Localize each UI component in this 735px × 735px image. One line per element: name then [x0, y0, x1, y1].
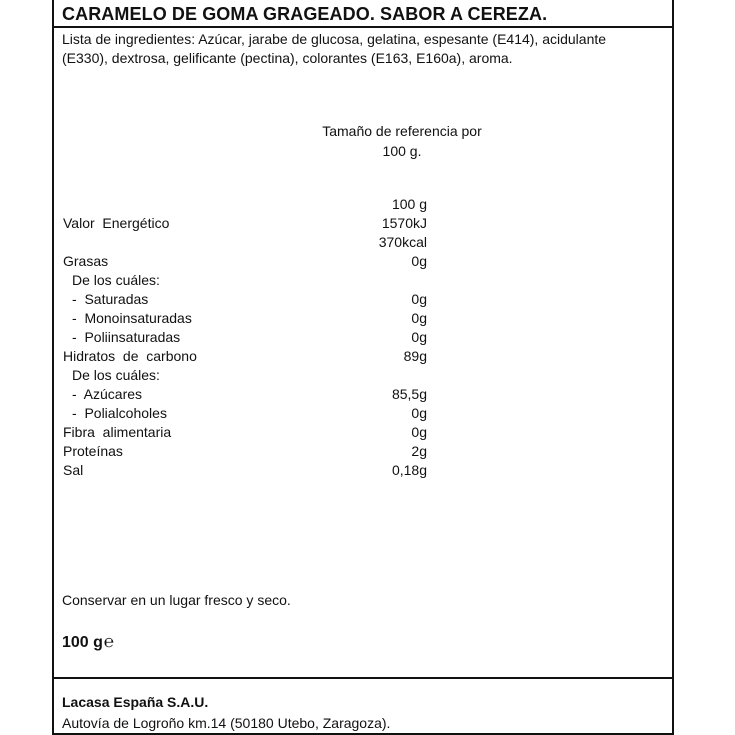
reference-header — [272, 121, 532, 161]
table-row — [0, 271, 735, 290]
nutrient-label: Hidratos de carbono — [63, 348, 197, 364]
nutrient-label: - Poliinsaturadas — [72, 329, 181, 345]
table-row — [0, 328, 735, 347]
nutrient-value: 89g — [403, 348, 427, 364]
nutrient-value: 0g — [411, 405, 427, 421]
table-row — [0, 290, 735, 309]
nutrient-label: Proteínas — [63, 443, 123, 459]
company-address: Autovía de Logroño km.14 (50180 Utebo, Zaragoza). — [62, 715, 391, 731]
table-row — [0, 404, 735, 423]
nutrient-value: 2g — [411, 443, 427, 459]
company-name: Lacasa España S.A.U. — [62, 694, 209, 710]
table-row — [0, 461, 735, 480]
table-row — [0, 309, 735, 328]
nutrient-label: Sal — [63, 462, 84, 478]
nutrient-label: Fibra alimentaria — [63, 424, 172, 440]
table-row — [0, 423, 735, 442]
nutrient-value: 0g — [411, 424, 427, 440]
table-row — [0, 442, 735, 461]
nutrition-column-header: 100 g — [391, 196, 427, 212]
nutrient-label: - Saturadas — [72, 291, 149, 307]
nutrient-value: 0g — [411, 291, 427, 307]
nutrient-value: 1570kJ — [381, 215, 427, 231]
table-row — [0, 347, 735, 366]
title-divider — [54, 26, 672, 28]
nutrient-label: De los cuáles: — [72, 272, 160, 288]
net-weight-value: 100 g — [62, 634, 103, 651]
table-row — [0, 252, 735, 271]
table-row — [0, 233, 735, 252]
nutrient-label: Valor Energético — [63, 215, 170, 231]
nutrient-label: Grasas — [63, 253, 109, 269]
nutrient-value: 0,18g — [391, 462, 427, 478]
net-weight — [62, 632, 114, 652]
reference-line-2: 100 g. — [382, 143, 422, 159]
nutrition-column-header-row — [0, 195, 735, 214]
nutrient-value: 370kcal — [378, 234, 427, 250]
storage-instructions: Conservar en un lugar fresco y seco. — [62, 592, 291, 608]
nutrient-label: De los cuáles: — [72, 367, 160, 383]
nutrient-value: 0g — [411, 253, 427, 269]
table-row — [0, 385, 735, 404]
nutrient-value: 0g — [411, 310, 427, 326]
table-row — [0, 214, 735, 233]
nutrient-value: 85,5g — [391, 386, 427, 402]
table-row — [0, 366, 735, 385]
product-title: CARAMELO DE GOMA GRAGEADO. SABOR A CEREZA. — [62, 4, 548, 24]
nutrient-label: - Azúcares — [72, 386, 143, 402]
footer-divider — [54, 677, 672, 679]
reference-line-1: Tamaño de referencia por — [322, 123, 482, 139]
nutrient-value: 0g — [411, 329, 427, 345]
ingredients-list: Lista de ingredientes: Azúcar, jarabe de glucosa, gelatina, espesante (E414), acidulante (E330), dextrosa, gelificante (pectina), colorantes (E163, E160a), aroma. — [62, 31, 607, 66]
nutrient-label: - Polialcoholes — [72, 405, 167, 421]
estimated-sign-icon: ℮ — [103, 632, 115, 651]
nutrient-label: - Monoinsaturadas — [72, 310, 192, 326]
